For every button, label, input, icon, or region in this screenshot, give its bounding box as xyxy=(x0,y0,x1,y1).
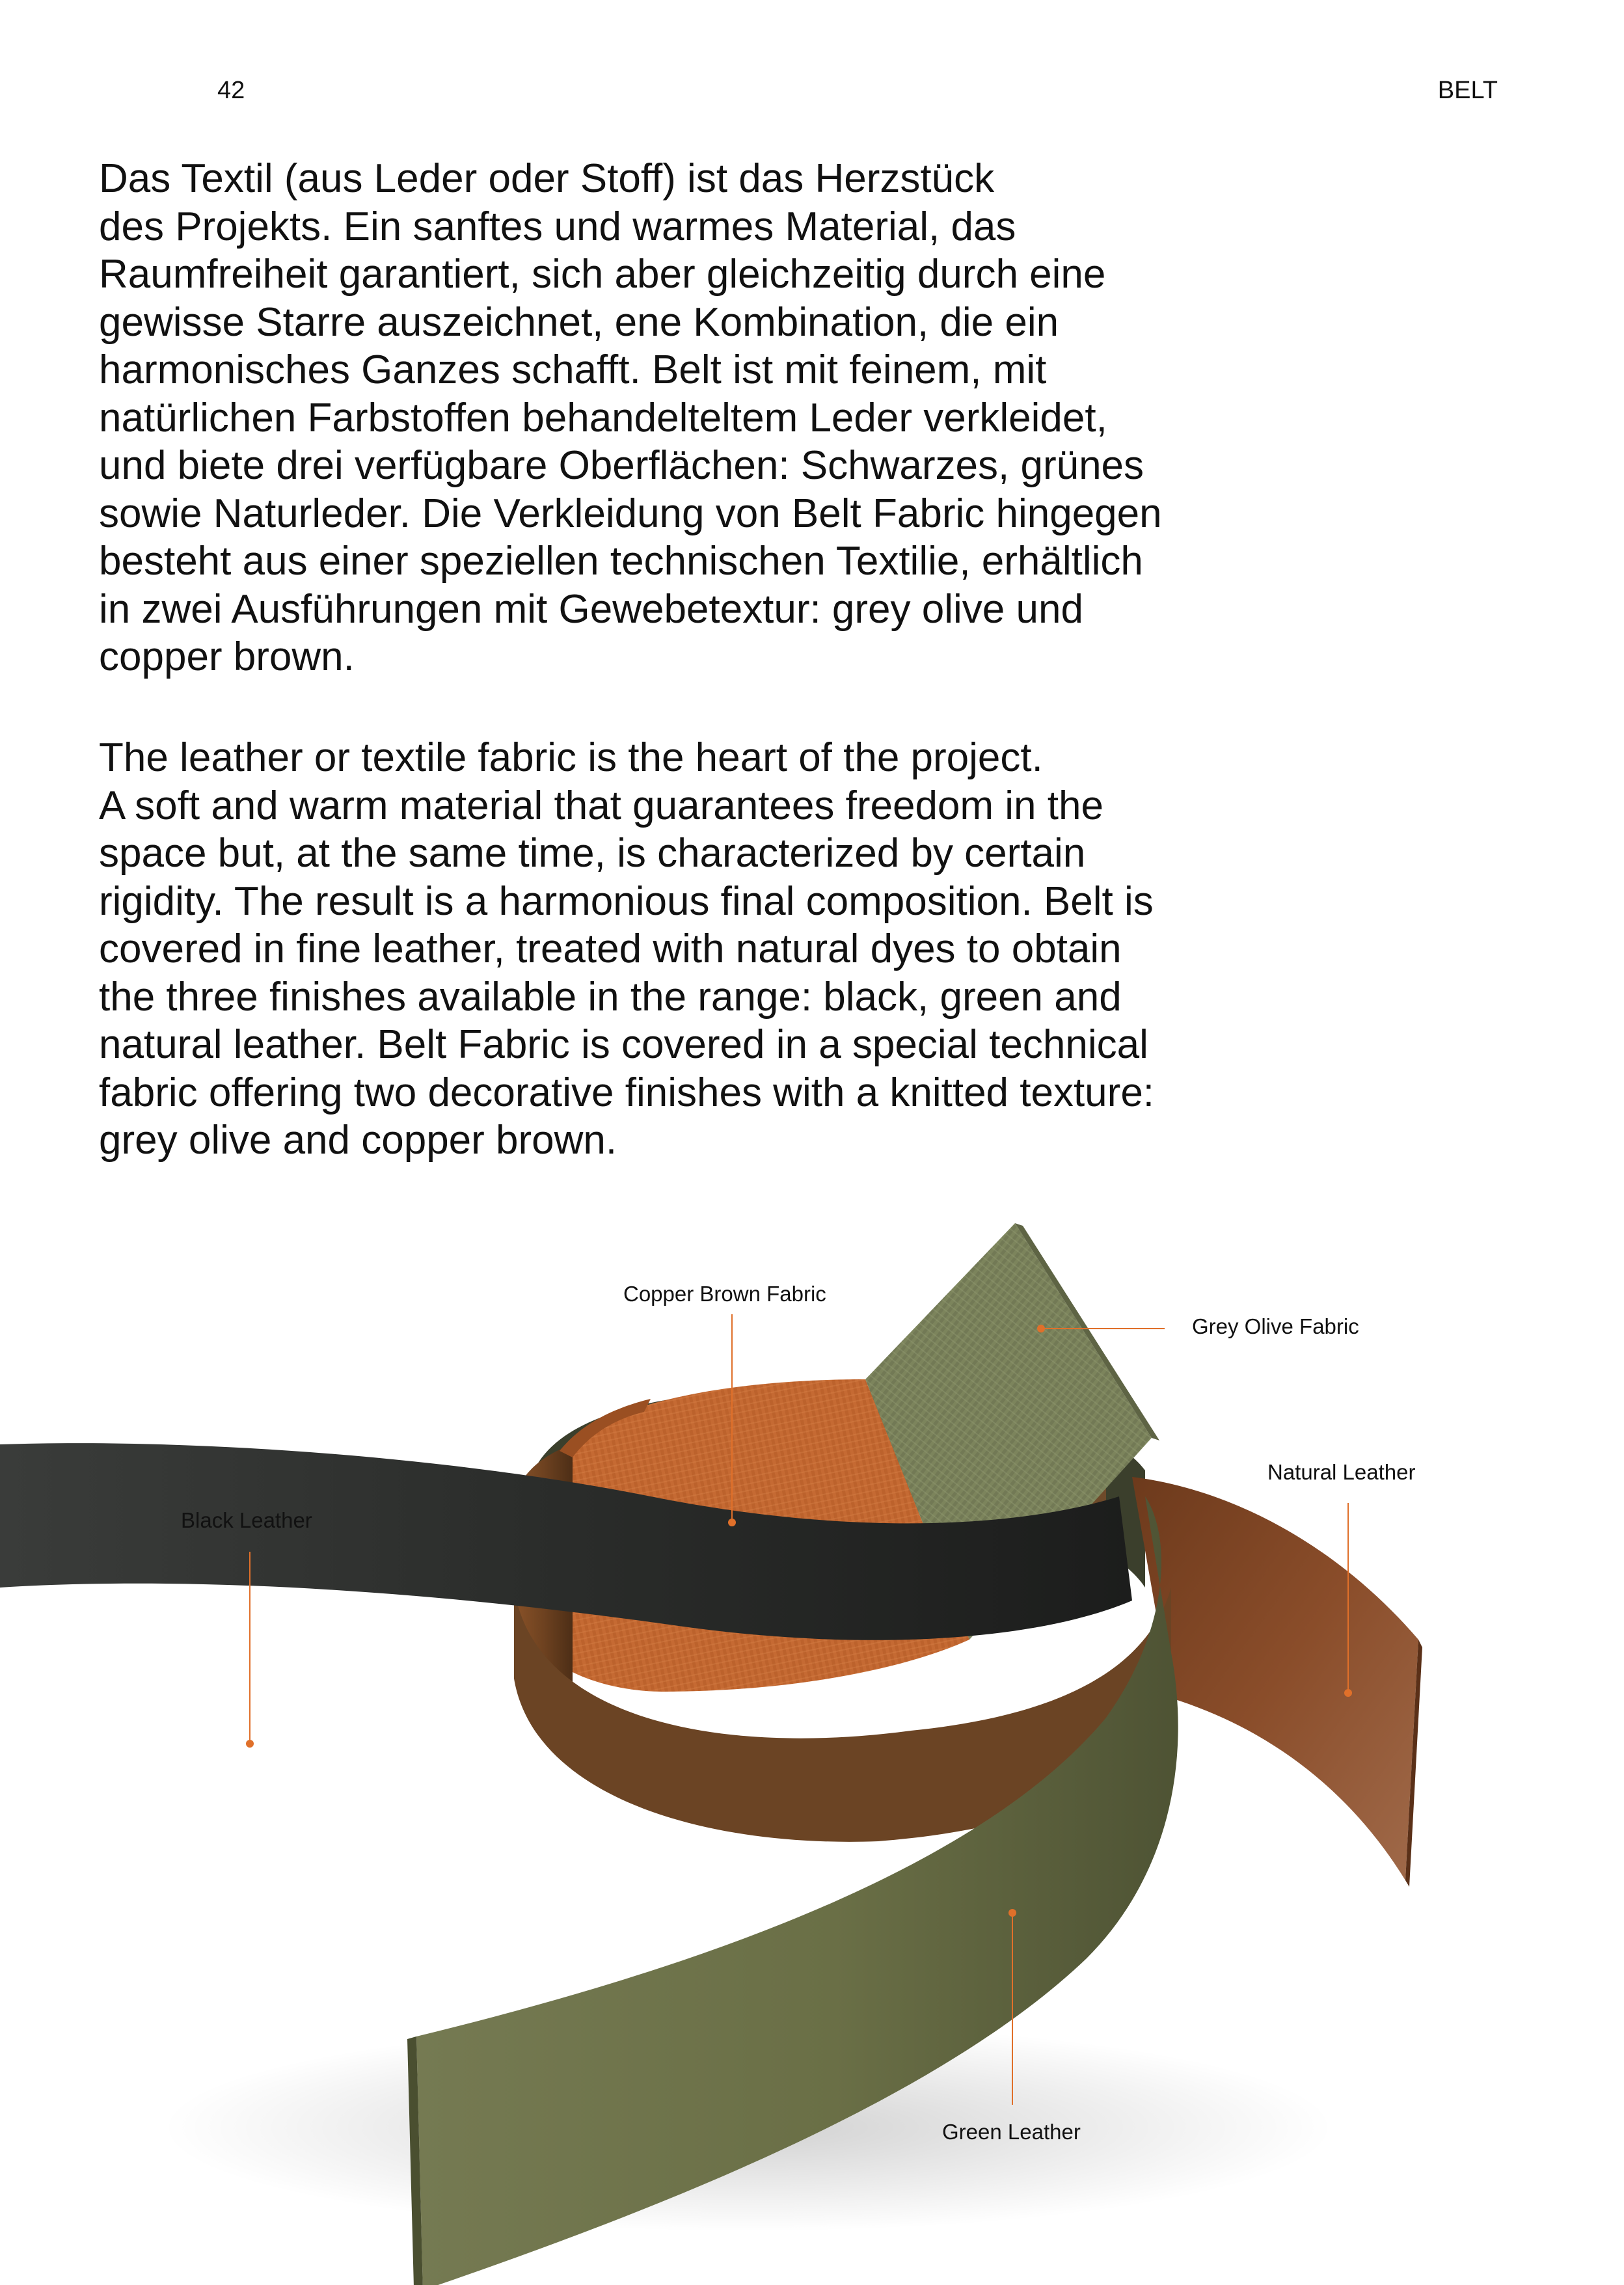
black-callout-dot xyxy=(246,1740,254,1748)
paragraph-english: The leather or textile fabric is the heart of the project. A soft and warm material that guarantees freedom in the space but, at the same time, is characterized by certain rigidity. The result is a harmonious final composition. Belt is covered in fine leather, treated with natural dyes to obtain the three finishes available in the range: black, green and natural leather. Belt Fabric is covered in a special technical fabric offering two decorative finishes with a knitted texture: grey olive and copper brown. xyxy=(99,735,1155,1163)
green-callout-dot xyxy=(1008,1909,1016,1917)
olive-callout-dot xyxy=(1037,1325,1045,1332)
copper-callout-dot xyxy=(728,1519,736,1526)
natural-callout-dot xyxy=(1344,1689,1352,1697)
section-title: BELT xyxy=(1437,77,1498,104)
callout-green-leather: Green Leather xyxy=(942,2120,1081,2144)
belt-material-illustration xyxy=(0,1223,1624,2285)
paragraph-german: Das Textil (aus Leder oder Stoff) ist das Herzstück des Projekts. Ein sanftes und warmes Material, das Raumfreiheit garantiert, sich aber gleichzeitig durch eine gewisse Starre auszeichnet, ene Kombination, die ein harmonisches Ganzes schafft. Belt ist mit feinem, mit natürlichen Farbstoffen behandelteltem Leder verkleidet, und biete drei verfügbare Oberflächen: Schwarzes, grünes sowie Naturleder. Die Verkleidung von Belt Fabric hingegen besteht aus einer speziellen technischen Textilie, erhältlich in zwei Ausführungen mit Gewebetextur: grey olive und copper brown. xyxy=(99,156,1162,679)
page-number: 42 xyxy=(217,77,245,104)
callout-black-leather: Black Leather xyxy=(181,1508,312,1532)
callout-grey-olive-fabric: Grey Olive Fabric xyxy=(1192,1314,1359,1338)
callout-natural-leather: Natural Leather xyxy=(1267,1460,1416,1484)
callout-copper-brown-fabric: Copper Brown Fabric xyxy=(623,1282,826,1306)
